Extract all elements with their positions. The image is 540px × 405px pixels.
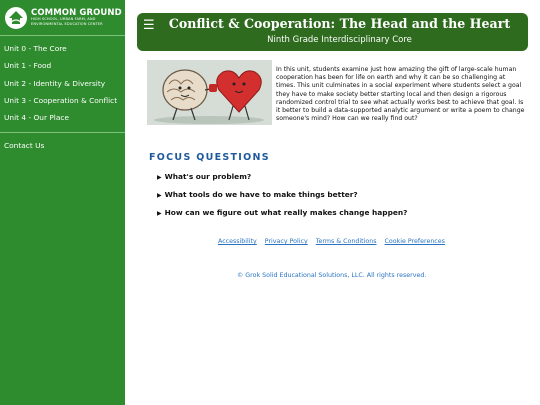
- brain-and-heart-illustration: [147, 60, 272, 125]
- focus-questions-heading: FOCUS QUESTIONS: [149, 152, 270, 163]
- sidebar-divider: [0, 132, 125, 133]
- footer-links: [218, 238, 451, 245]
- bullet-arrow-icon: ▶: [157, 210, 162, 217]
- focus-questions-list: [157, 171, 407, 225]
- focus-question-text: How can we figure out what really makes change happen?: [164, 208, 408, 217]
- cookie-preferences-link[interactable]: Cookie Preferences: [384, 238, 445, 245]
- bullet-arrow-icon: ▶: [157, 192, 162, 199]
- sidebar: [0, 0, 125, 405]
- copyright-text: © Grok Solid Educational Solutions, LLC. All rights reserved.: [237, 272, 427, 279]
- focus-question-text: What's our problem?: [164, 172, 252, 181]
- privacy-policy-link[interactable]: Privacy Policy: [264, 238, 308, 245]
- logo[interactable]: [0, 0, 125, 36]
- sidebar-item-unit-0[interactable]: Unit 0 - The Core: [4, 44, 67, 53]
- bullet-arrow-icon: ▶: [157, 174, 162, 181]
- menu-icon[interactable]: ☰: [143, 18, 155, 33]
- sidebar-item-contact[interactable]: Contact Us: [4, 141, 45, 151]
- page-header: [137, 13, 528, 51]
- sidebar-item-unit-2[interactable]: Unit 2 - Identity & Diversity: [4, 78, 106, 88]
- logo-subtitle-line2: ENVIRONMENTAL EDUCATION CENTER: [31, 21, 103, 26]
- focus-question: [157, 171, 407, 189]
- sidebar-item-unit-4[interactable]: Unit 4 - Our Place: [4, 113, 70, 123]
- page-subtitle: Ninth Grade Interdisciplinary Core: [267, 35, 412, 45]
- unit-description: In this unit, students examine just how amazing the gift of large-scale human cooperation has been for life on earth and why it can be so challenging at times. This unit culminates in a social experiment where students select a goal they have to make society better starting local and then design a rigorous randomized control trial to see what actually works best to achieve that goal. Is it better to build a data-supported analytic argument or write a poem to change someone's mind? How can we really find out?: [276, 66, 525, 123]
- sidebar-item-unit-1[interactable]: Unit 1 - Food: [4, 61, 52, 71]
- terms-link[interactable]: Terms & Conditions: [315, 238, 377, 245]
- logo-title: COMMON GROUND: [31, 7, 122, 18]
- focus-question: [157, 189, 407, 207]
- accessibility-link[interactable]: Accessibility: [218, 238, 257, 245]
- focus-question-text: What tools do we have to make things better?: [164, 190, 358, 199]
- logo-emblem-icon: [5, 7, 27, 29]
- logo-subtitle-line1: HIGH SCHOOL, URBAN FARM, AND: [31, 17, 96, 22]
- sidebar-nav: [0, 36, 125, 126]
- sidebar-item-unit-3[interactable]: Unit 3 - Cooperation & Conflict: [4, 95, 118, 105]
- page-title: Conflict & Cooperation: The Head and the Heart: [168, 16, 511, 31]
- focus-question: [157, 207, 407, 225]
